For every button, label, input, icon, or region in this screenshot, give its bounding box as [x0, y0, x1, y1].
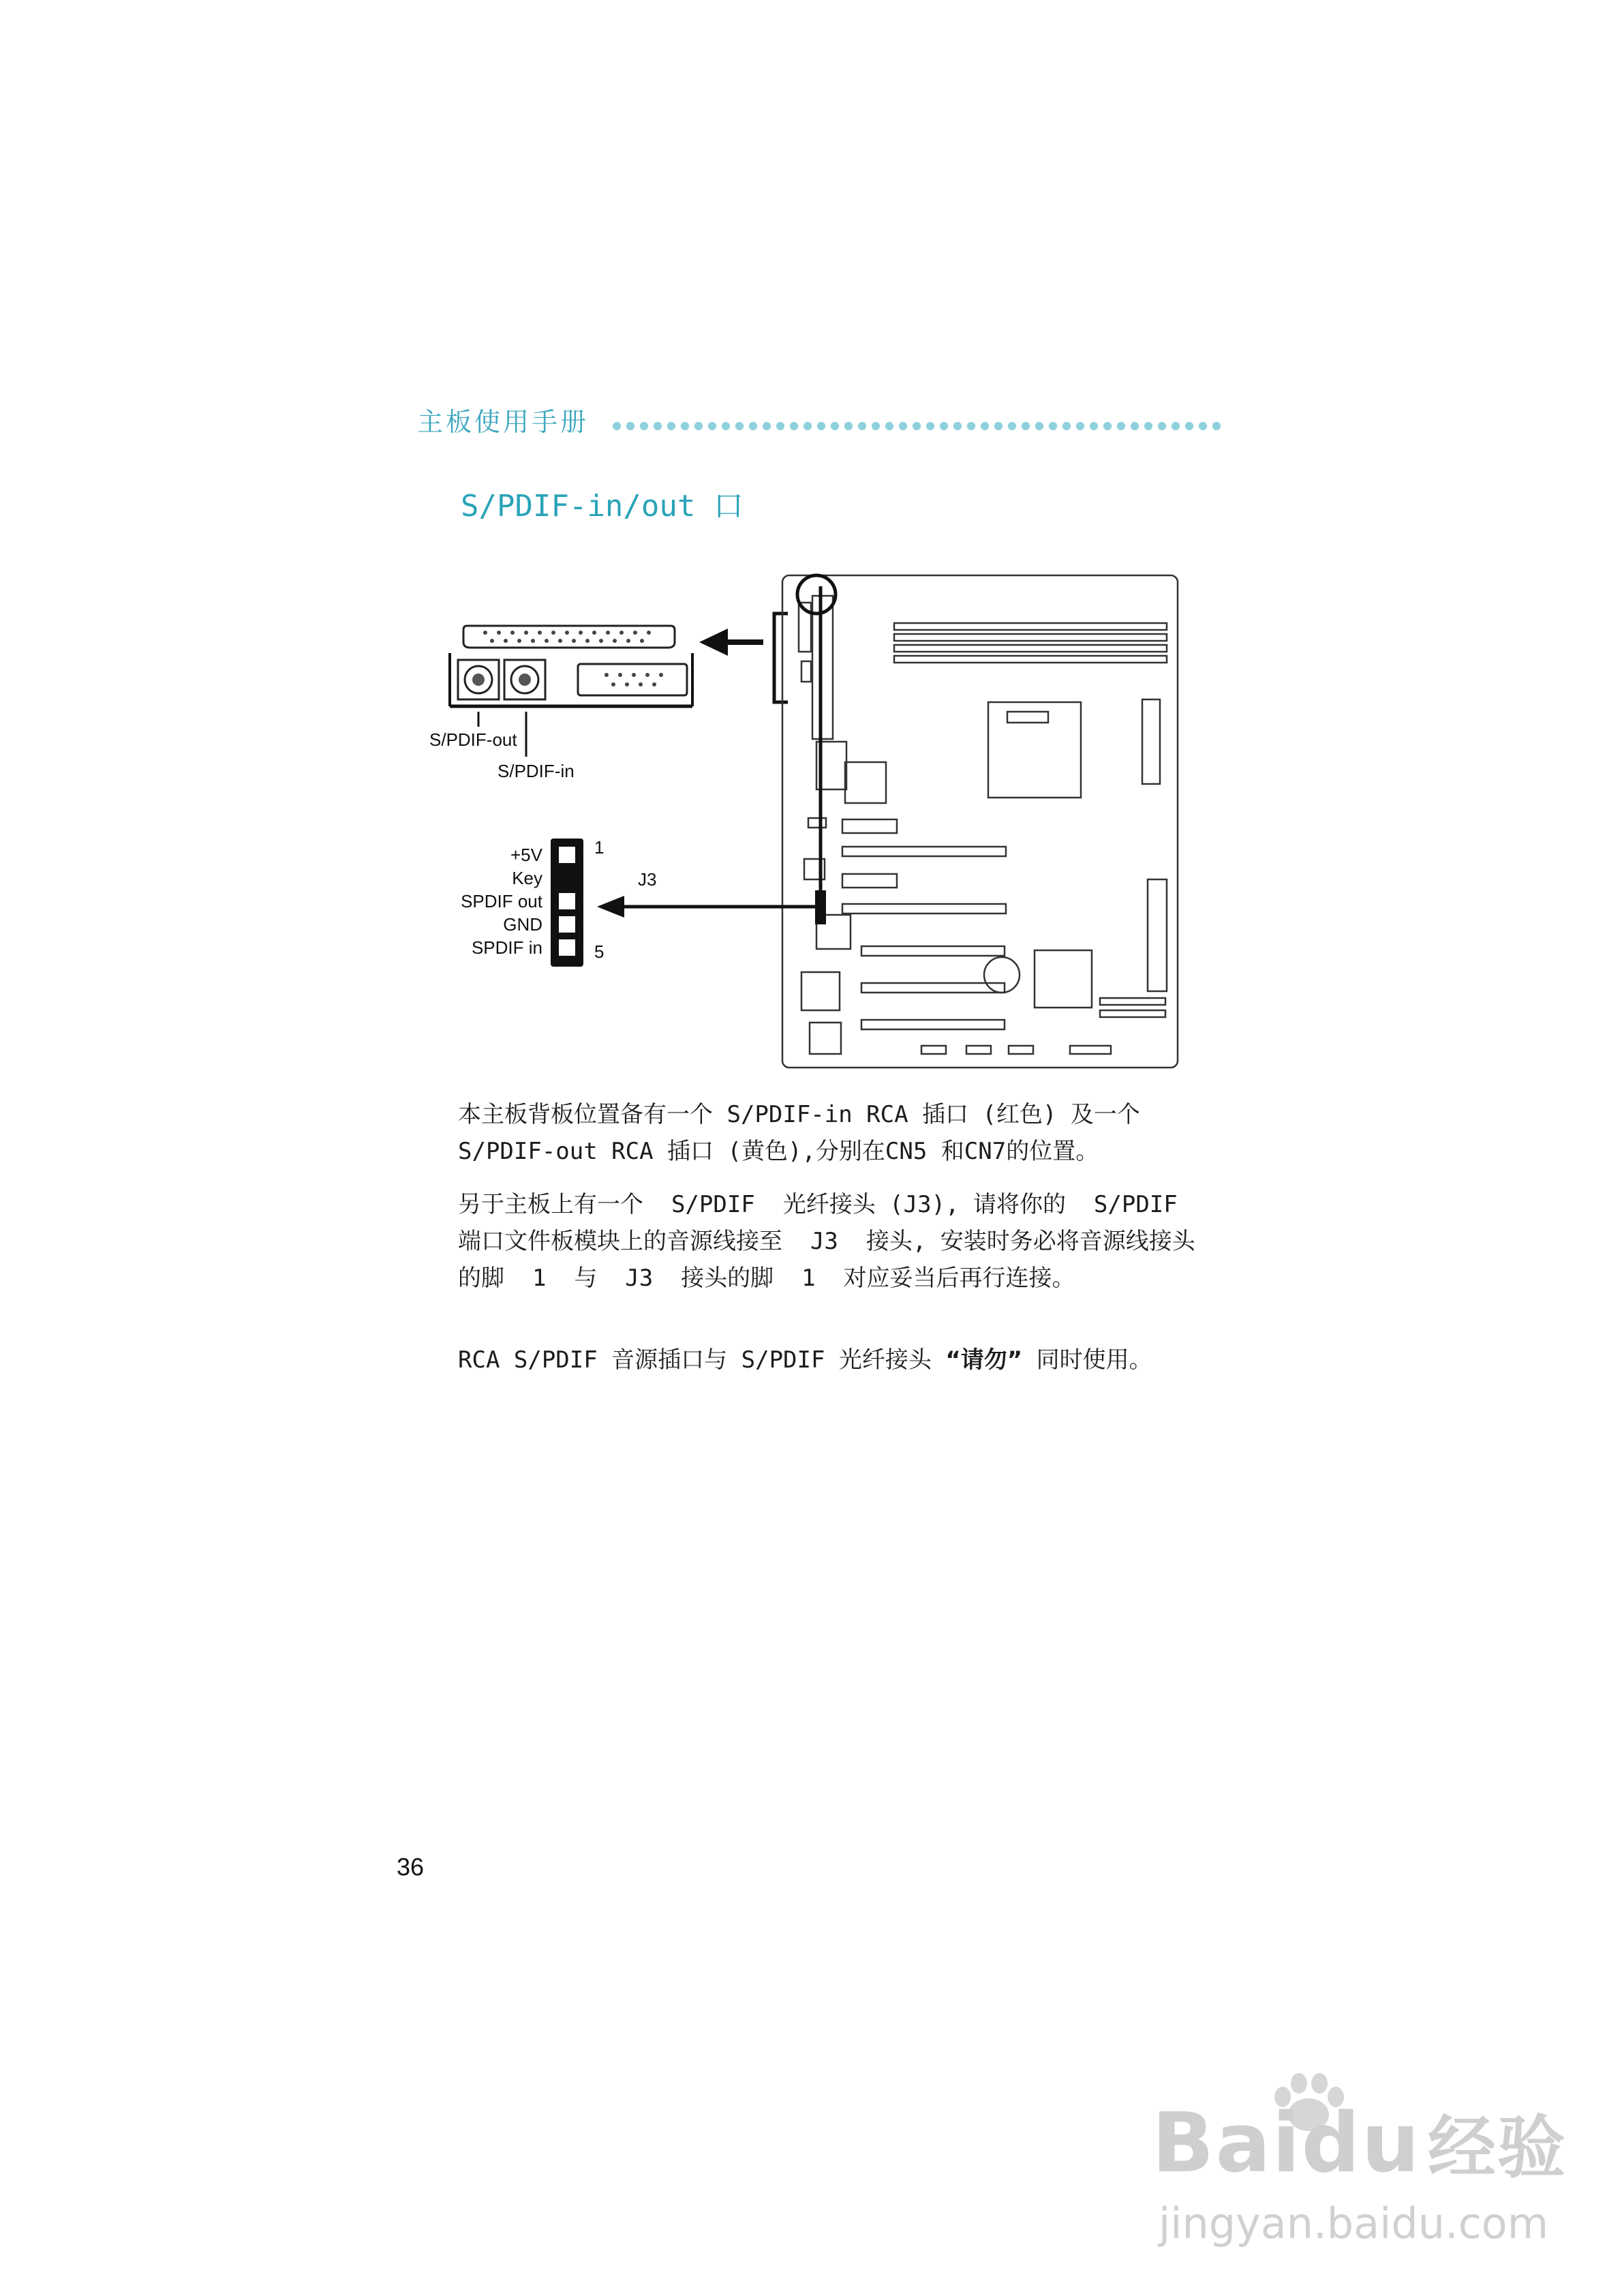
warning-text-a: RCA S/PDIF 音源插口与 S/PDIF 光纤接头: [458, 1346, 946, 1374]
spdif-figure: [409, 566, 1199, 1077]
pin-number-last: 5: [594, 941, 605, 962]
watermark-url: jingyan.baidu.com: [1159, 2199, 1549, 2248]
panel-bracket: [774, 614, 788, 702]
pin-label-5: SPDIF in: [471, 937, 542, 958]
motherboard-illustration: [782, 575, 1178, 1068]
section-title: [461, 481, 744, 525]
spdif-in-label: S/PDIF-in: [498, 761, 575, 781]
j3-pin-4: [559, 916, 575, 933]
j3-name-label: J3: [638, 869, 657, 890]
pin-label-2: Key: [512, 868, 542, 888]
paragraph-rca-ports: 本主板背板位置备有一个 S/PDIF-in RCA 插口 (红色) 及一个 S/PDIF-out RCA 插口 (黄色),分别在CN5 和CN7的位置。: [458, 1101, 1154, 1165]
paragraph-optical-header: 另于主板上有一个 S/PDIF 光纤接头 (J3), 请将你的 S/PDIF 端口文件板模块上的音源线接至 J3 接头, 安装时务必将音源线接头的脚 1 与 J3 接头的脚 1 对应妥当后再行连接。: [458, 1191, 1206, 1292]
page-number: 36: [397, 1853, 425, 1881]
arrow-head-left: [699, 629, 728, 656]
j3-pin-5: [559, 939, 575, 956]
pin-label-1: +5V: [510, 845, 542, 865]
warning-text-b: 同时使用。: [1022, 1346, 1152, 1374]
j3-pin-3: [559, 893, 575, 909]
serial-port: [578, 664, 687, 695]
spdif-diagram: [409, 566, 1199, 1077]
pin-label-3: SPDIF out: [461, 891, 542, 911]
baidu-watermark: [1152, 2072, 1574, 2277]
warning-emphasis: “请勿”: [945, 1346, 1023, 1374]
j3-highlight-circle: [797, 575, 836, 614]
watermark-brand-b: du: [1301, 2096, 1421, 2191]
watermark-brand-a: Bai: [1152, 2096, 1302, 2191]
section-title-text: S/PDIF-in/out 口: [461, 489, 744, 524]
db25-pins: [483, 631, 651, 643]
spdif-out-label: S/PDIF-out: [429, 729, 517, 750]
watermark-site-name: 经验: [1427, 2108, 1567, 2188]
db25-port: [463, 626, 675, 648]
pin-number-first: 1: [594, 837, 605, 858]
pin-label-4: GND: [503, 914, 542, 935]
watermark-logo: [1152, 2093, 1567, 2191]
header-dotted-rule: [610, 421, 1223, 431]
manual-header-label: 主板使用手册: [417, 407, 590, 437]
arrow-head-j3: [597, 896, 624, 918]
j3-pin-1: [559, 847, 575, 863]
paragraph-warning: [458, 1342, 1216, 1378]
